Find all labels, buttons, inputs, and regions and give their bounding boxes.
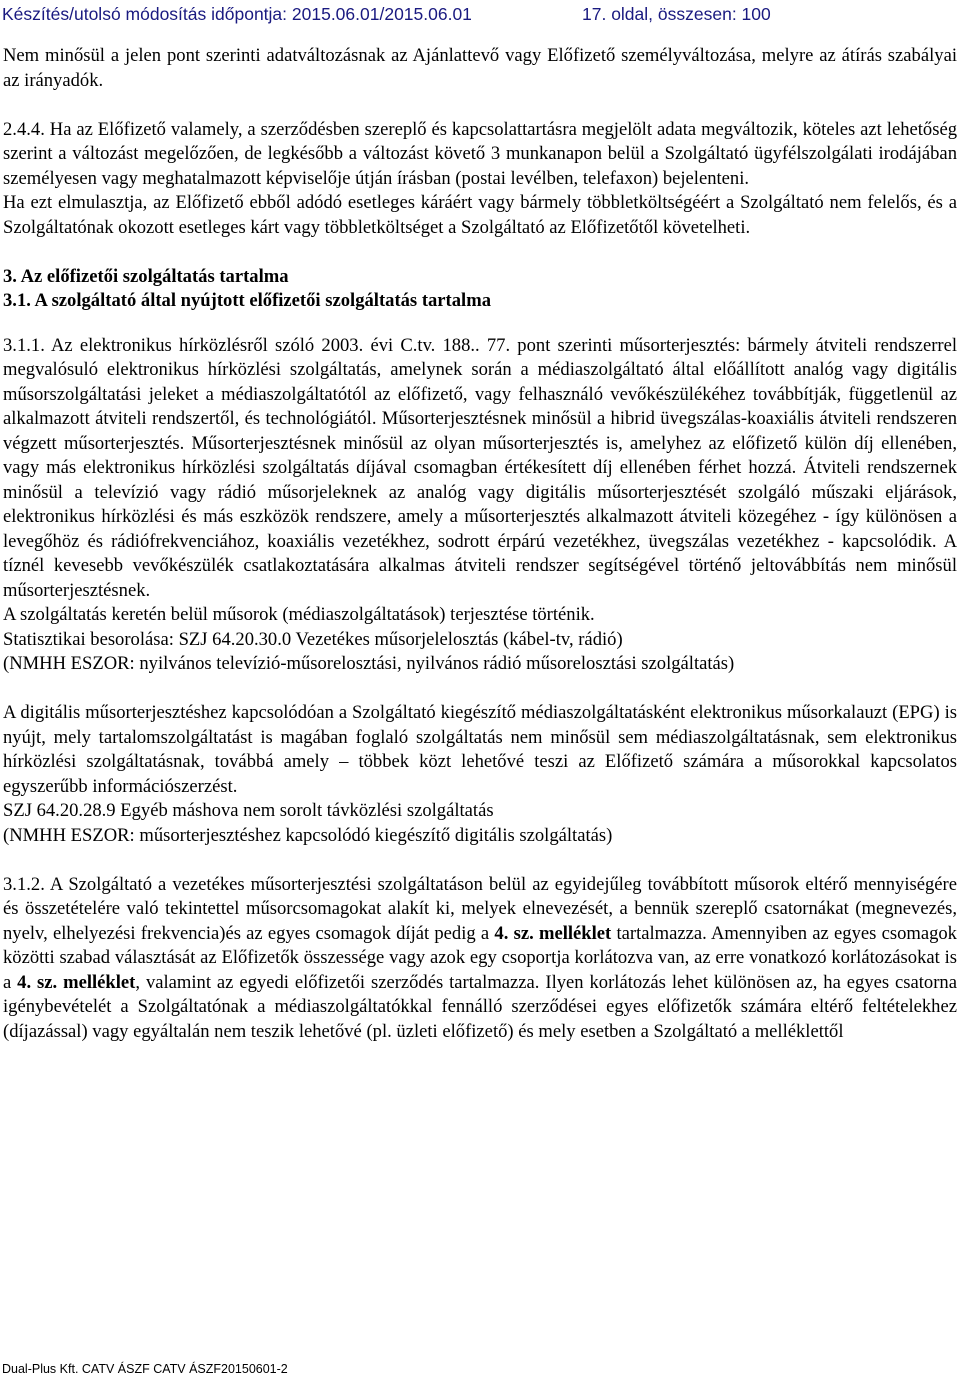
paragraph-liability: Ha ezt elmulasztja, az Előfizető ebből adódó esetleges káráért vagy bármely többletköltségéért a Szolgáltató nem felelős, és a Szolgáltatónak okozott esetleges kárt vagy többletköltséget a Szolgáltató az Előfizetőtől követelheti. bbox=[3, 192, 957, 238]
section-heading-3: 3. Az előfizetői szolgáltatás tartalma bbox=[3, 265, 289, 287]
paragraph-epg: A digitális műsorterjesztéshez kapcsolódóan a Szolgáltató kiegészítő médiaszolgáltatásként elektronikus műsorkalauzt (EPG) is nyújt, mely tartalomszolgáltatást is magában foglaló szolgáltatás nem minősül sem médiaszolgáltatásnak, sem elektronikus hírközlési szolgáltatásnak, továbbá amely – többek közt lehetővé teszi az Előfizető számára a műsorokkal kapcsolatos egyszerűbb információszerzést. bbox=[3, 702, 957, 797]
paragraph-service-scope: A szolgáltatás keretén belül műsorok (médiaszolgáltatások) terjesztése történik. bbox=[3, 604, 595, 625]
page-footer: Dual-Plus Kft. CATV ÁSZF CATV ÁSZF20150601-2 bbox=[2, 1362, 288, 1376]
header-date: Készítés/utolsó módosítás időpontja: 2015.06.01/2015.06.01 bbox=[2, 4, 472, 24]
section-heading-3-1: 3.1. A szolgáltató által nyújtott előfizetői szolgáltatás tartalma bbox=[3, 290, 491, 311]
annex-reference: 4. sz. melléklet bbox=[17, 971, 136, 993]
paragraph-szj-code: SZJ 64.20.28.9 Egyéb máshova nem sorolt távközlési szolgáltatás bbox=[3, 800, 494, 821]
paragraph-3-1-1: 3.1.1. Az elektronikus hírközlésről szóló 2003. évi C.tv. 188.. 77. pont szerinti műsorterjesztés: bármely átviteli rendszerrel megvalósuló elektronikus hírközlési szolgáltatás, amelynek során a médiaszolgáltató által előállított analóg vagy digitális műsorszolgáltatási jeleket a médiaszolgáltatótól az előfizető, vagy felhasználó vevőkészülékéhez továbbítják, függetlenül az alkalmazott átviteli rendszertől, és technológiától. Műsorterjesztésnek minősül a hibrid üvegszálas-koaxiális átviteli rendszeren végzett műsorterjesztés. Műsorterjesztésnek minősül az olyan műsorterjesztés is, amelyhez az előfizető külön díj ellenében, vagy más elektronikus hírközlési szolgáltatás díjával csomagban értékesített díj ellenében férhet hozzá. Átviteli rendszernek minősül a televízió vagy rádió műsorjeleknek az analóg vagy digitális műsorterjesztését szolgáló műszaki eljárások, elektronikus hírközlési és más eszközök rendszere, amely a műsorterjesztés alkalmazott átviteli közegéhez - így különösen a levegőhöz és rádiófrekvenciához, koaxiális vezetékhez, sodrott érpárú vezetékhez, üvegszálas vezetékhez - kapcsolódik. A tíznél kevesebb vevőkészülék csatlakoztatására alkalmas átviteli rendszer segítségével történő jeltovábbítás nem minősül műsorterjesztésnek. bbox=[3, 334, 957, 601]
paragraph-statistical-class: Statisztikai besorolása: SZJ 64.20.30.0 Vezetékes műsorjelelosztás (kábel-tv, rádió) bbox=[3, 628, 623, 650]
paragraph-2-4-4: 2.4.4. Ha az Előfizető valamely, a szerződésben szereplő és kapcsolattartásra megjelölt adata megváltozik, köteles azt lehetőség szerint a változást megelőzően, de legkésőbb a változást követő 3 munkanapon belül a Szolgáltató ügyfélszolgálati irodájában személyesen vagy meghatalmazott képviselője útján írásban (postai levélben, telefaxon) bejelenteni. bbox=[3, 118, 957, 189]
document-body bbox=[3, 44, 957, 1044]
header-page-number: 17. oldal, összesen: 100 bbox=[582, 4, 771, 24]
text-run: tartalmazza. Amennyiben az egyes csomagok közötti szabad választását az Előfizetők összessége vagy azok egy csoportja korlátozva van, az erre vonatkozó korlátozásokat is a bbox=[3, 922, 957, 993]
paragraph-nmhh-eszor-2: (NMHH ESZOR: műsorterjesztéshez kapcsolódó kiegészítő digitális szolgáltatás) bbox=[3, 824, 613, 846]
paragraph-nmhh-eszor-1: (NMHH ESZOR: nyilvános televízió-műsorelosztási, nyilvános rádió műsorelosztási szolgáltatás) bbox=[3, 653, 735, 674]
text-run: 3.1.2. A Szolgáltató a vezetékes műsorterjesztési szolgáltatáson belül az egyidejűleg továbbított műsorok eltérő mennyiségére és összetételére való tekintettel műsorcsomagokat alakít ki, melyek elnevezését, a bennük szereplő csatornákat (megnevezés, nyelv, elhelyezési frekvencia)és az egyes csomagok díját pedig a bbox=[3, 873, 957, 944]
annex-reference: 4. sz. melléklet bbox=[494, 922, 612, 944]
paragraph-3-1-2 bbox=[3, 873, 957, 1045]
page-header bbox=[2, 4, 954, 28]
paragraph-data-change: Nem minősül a jelen pont szerinti adatváltozásnak az Ajánlattevő vagy Előfizető személyváltozása, melyre az átírás szabályai az irányadók. bbox=[3, 45, 957, 91]
text-run: , valamint az egyedi előfizetői szerződés tartalmazza. Ilyen korlátozás lehet különösen az, ha egyes csatorna igénybevételét a Szolgáltatónak a médiaszolgáltatókkal fennálló szerződései egyes előfizetők számára eltérő feltételekhez (díjazással) vagy egyáltalán nem teszik lehetővé (pl. üzleti előfizető) és mely esetben a Szolgáltató a melléklettől bbox=[3, 971, 957, 1042]
